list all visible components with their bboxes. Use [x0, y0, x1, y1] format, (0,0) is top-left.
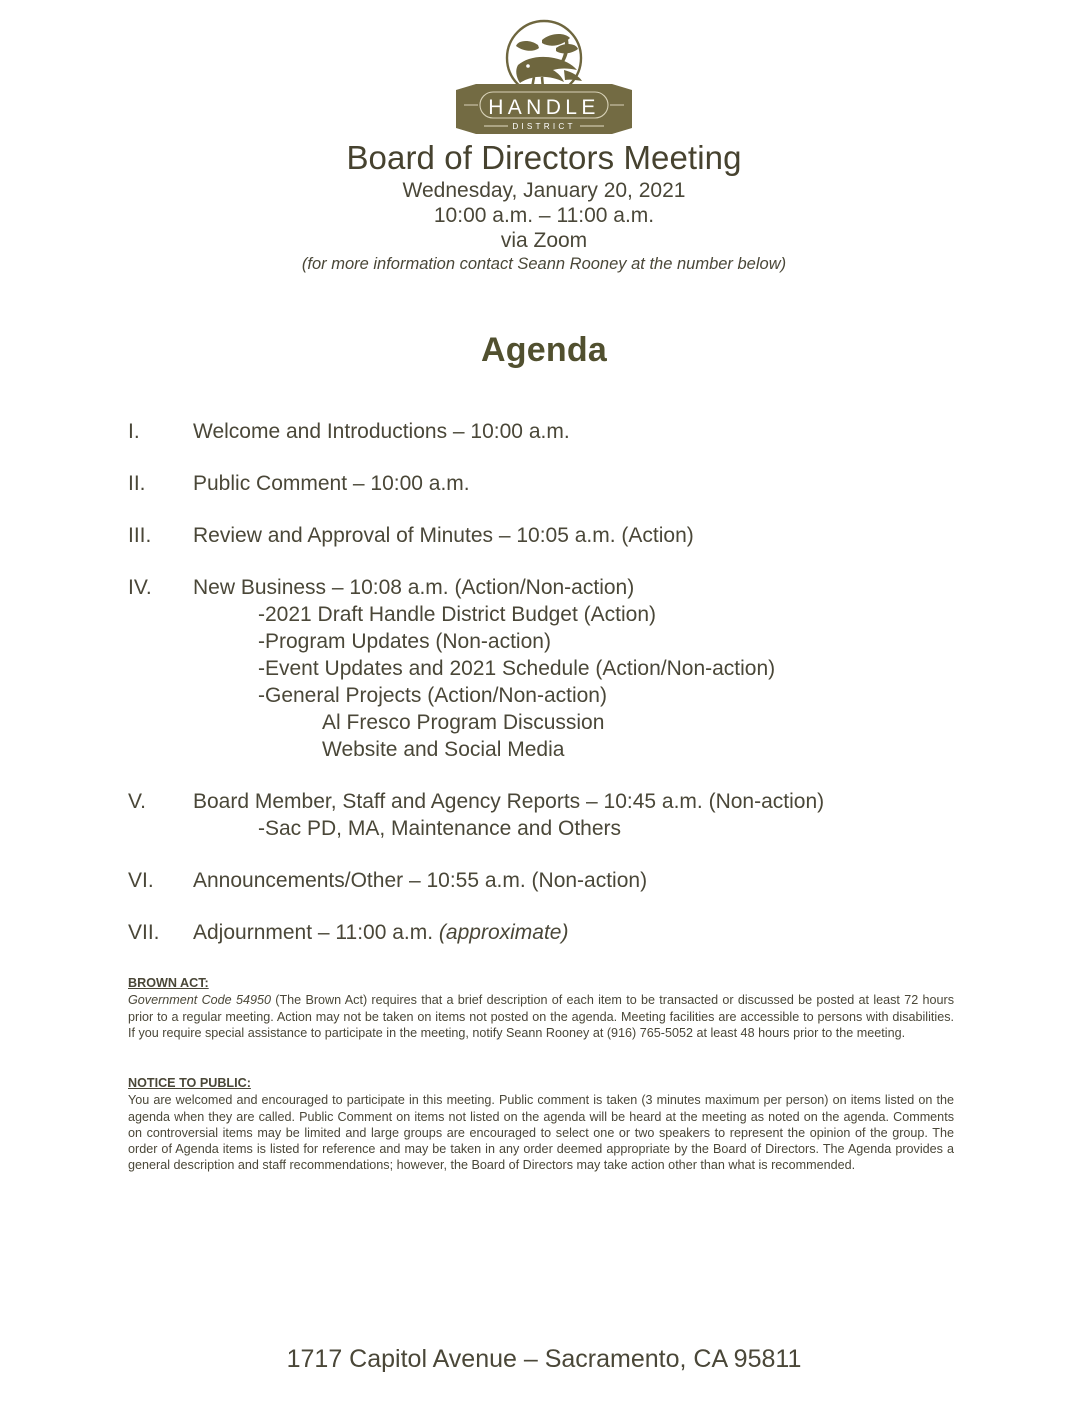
page-title: Board of Directors Meeting	[346, 139, 742, 176]
agenda-item	[0, 867, 1088, 894]
logo-banner	[456, 84, 632, 134]
contact-note: (for more information contact Seann Rooney at the number below)	[301, 255, 787, 273]
agenda-item	[0, 418, 1088, 445]
agenda-item-text	[193, 919, 1088, 946]
meeting-date: Wednesday, January 20, 2021	[402, 179, 686, 202]
logo-wordmark: HANDLE	[488, 96, 600, 119]
agenda-item	[0, 919, 1088, 946]
agenda-item-numeral: VII.	[128, 921, 160, 944]
brown-act-body	[128, 992, 954, 1041]
agenda-subitem: -General Projects (Action/Non-action)	[258, 684, 607, 707]
document-header	[0, 138, 1088, 275]
brown-act-notice	[128, 975, 954, 1041]
agenda-subitem: -Event Updates and 2021 Schedule (Action/Non-action)	[258, 657, 776, 680]
notice-to-public	[128, 1075, 954, 1174]
logo-subword: DISTRICT	[512, 122, 576, 131]
agenda-item-numeral: I.	[128, 420, 140, 443]
agenda-item	[0, 470, 1088, 497]
brown-act-code-reference: Government Code 54950	[128, 993, 271, 1008]
agenda-item-text-italic: (approximate)	[438, 921, 569, 944]
agenda-item-text: Welcome and Introductions – 10:00 a.m.	[193, 420, 570, 443]
agenda-item	[0, 522, 1088, 549]
agenda-item	[0, 574, 1088, 763]
agenda-item-numeral: III.	[128, 524, 152, 547]
handle-district-logo	[446, 18, 642, 136]
agenda-item	[0, 788, 1088, 842]
agenda-subsubitem: Website and Social Media	[322, 738, 565, 761]
meeting-location: via Zoom	[500, 229, 588, 252]
agenda-item-text: Review and Approval of Minutes – 10:05 a.m. (Action)	[193, 524, 694, 547]
meeting-time: 10:00 a.m. – 11:00 a.m.	[433, 204, 655, 227]
brown-act-body-text: (The Brown Act) requires that a brief description of each item to be transacted or discussed be posted at least 72 hours prior to a regular meeting. Action may not be taken on items not posted on the agenda. Meeting facilities are accessible to persons with disabilities. If you require special assistance to participate in the meeting, notify Seann Rooney at (916) 765-5052 at least 48 hours prior to the meeting.	[128, 993, 955, 1040]
brown-act-heading: BROWN ACT:	[128, 976, 209, 990]
logo-artwork	[446, 18, 642, 136]
agenda-item-text: Announcements/Other – 10:55 a.m. (Non-action)	[193, 869, 648, 892]
bird-and-leaves-emblem	[507, 21, 582, 95]
agenda-subsubitem: Al Fresco Program Discussion	[322, 711, 605, 734]
agenda-item-text: Board Member, Staff and Agency Reports – 10:45 a.m. (Non-action)	[193, 790, 825, 813]
agenda-subitem: -Program Updates (Non-action)	[258, 630, 551, 653]
agenda-item-numeral: IV.	[128, 576, 152, 599]
agenda-item-numeral: II.	[128, 472, 146, 495]
notice-to-public-heading: NOTICE TO PUBLIC:	[128, 1076, 251, 1090]
agenda-item-numeral: VI.	[128, 869, 154, 892]
footer-address: 1717 Capitol Avenue – Sacramento, CA 95811	[286, 1345, 802, 1373]
agenda-item-text-prefix: Adjournment – 11:00 a.m.	[193, 921, 439, 944]
agenda-item-numeral: V.	[128, 790, 146, 813]
notice-to-public-body: You are welcomed and encouraged to participate in this meeting. Public comment is taken (3 minutes maximum per person) on items listed on the agenda when they are called. Public Comment on items not listed on the agenda will be heard at the meeting as noted on the agenda. Comments on controversial items may be limited and large groups are encouraged to select one or two speakers to represent the opinion of the group. The order of Agenda items is listed for reference and may be taken in any order deemed appropriate by the Board of Directors. The Agenda provides a general description and staff recommendations; however, the Board of Directors may take action other than what is recommended.	[128, 1093, 954, 1173]
agenda-item-text: New Business – 10:08 a.m. (Action/Non-action)	[193, 576, 635, 599]
agenda-subitem: -2021 Draft Handle District Budget (Action)	[258, 603, 657, 626]
logo-container	[0, 0, 1088, 136]
agenda-subitem: -Sac PD, MA, Maintenance and Others	[258, 817, 621, 840]
agenda-item-text: Public Comment – 10:00 a.m.	[193, 472, 470, 495]
agenda-list	[0, 418, 1088, 946]
agenda-heading: Agenda	[481, 331, 607, 369]
